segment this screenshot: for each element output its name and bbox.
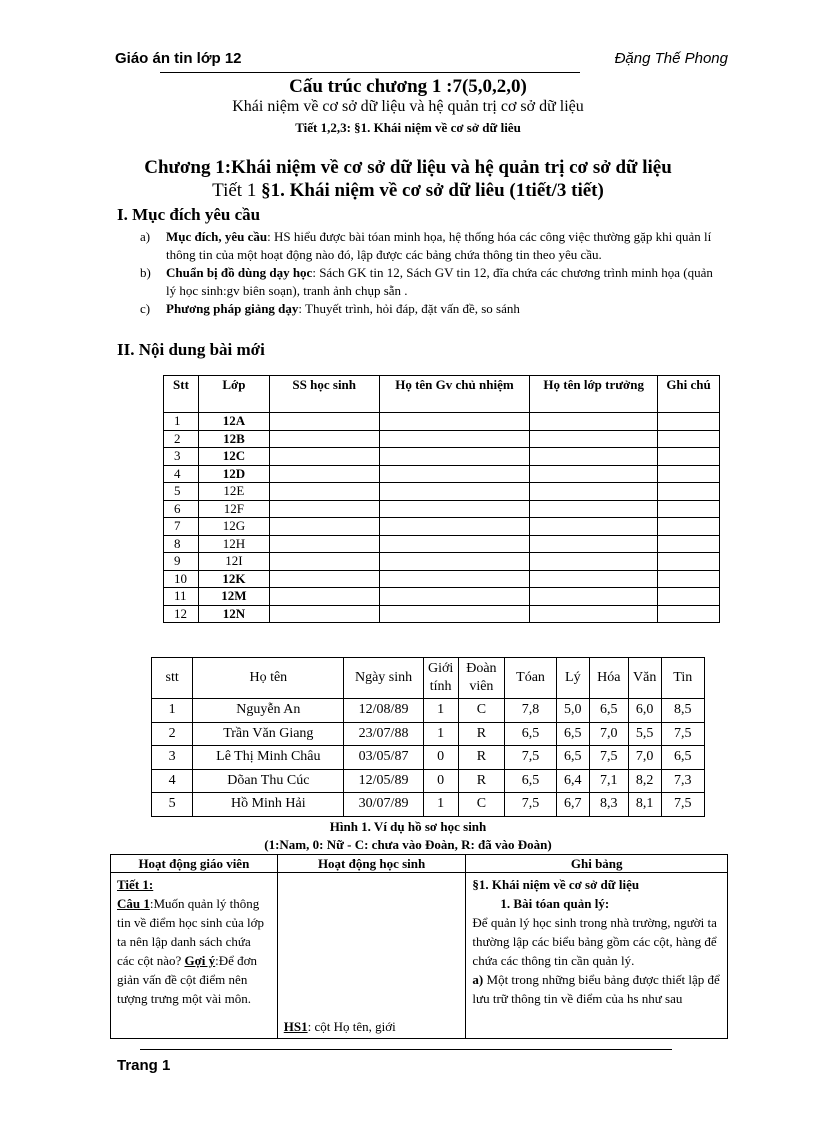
list-item — [140, 264, 716, 300]
teacher-cell — [379, 535, 530, 553]
table-header-row — [111, 855, 728, 873]
lesson-name: §1. Khái niệm về cơ sở dữ liêu (1tiết/3 tiết) — [261, 180, 604, 201]
table-cell: 6,0 — [628, 699, 661, 723]
board-item-label: a) — [472, 972, 484, 987]
class-cell: 12D — [198, 465, 269, 483]
table-cell: 7,0 — [589, 722, 628, 746]
header-author: Đặng Thế Phong — [614, 50, 728, 67]
teacher-cell — [379, 483, 530, 501]
table-cell: 1 — [423, 793, 458, 817]
column-header: Giới tính — [423, 658, 458, 699]
table-cell: 7,5 — [661, 793, 704, 817]
class-cell: 12A — [198, 413, 269, 431]
page-header — [115, 50, 728, 72]
table-cell: Lê Thị Minh Châu — [193, 746, 344, 770]
teacher-cell — [379, 413, 530, 431]
stt-cell: 5 — [164, 483, 199, 501]
table-cell: 03/05/87 — [344, 746, 423, 770]
hint-label: Gợi ý — [184, 953, 216, 968]
column-header: Ghi bảng — [466, 855, 728, 873]
stt-cell: 10 — [164, 570, 199, 588]
student-label: HS1 — [283, 1019, 308, 1034]
column-header: Họ tên — [193, 658, 344, 699]
figure-legend: (1:Nam, 0: Nữ - C: chưa vào Đoàn, R: đã vào Đoàn) — [264, 837, 552, 852]
table-row — [152, 699, 705, 723]
column-header: SS học sinh — [269, 376, 379, 413]
teacher-cell — [379, 465, 530, 483]
table-cell: 12/05/89 — [344, 769, 423, 793]
figure-caption: Hình 1. Ví dụ hồ sơ học sinh — [329, 819, 487, 834]
class-cell: 12H — [198, 535, 269, 553]
table-cell: Trần Văn Giang — [193, 722, 344, 746]
table-cell: 1 — [423, 699, 458, 723]
column-header: Lớp — [198, 376, 269, 413]
monitor-cell — [530, 483, 658, 501]
question-text: :Muốn quản lý thông tin về điểm học sinh của lớp ta nên lập danh sách chứa các cột nào? — [117, 896, 264, 968]
students-cell — [269, 500, 379, 518]
board-subtitle: 1. Bài tóan quản lý: — [500, 896, 610, 911]
table-cell: 6,7 — [556, 793, 589, 817]
section-2-title: II. Nội dung bài mới — [117, 340, 265, 359]
table-row — [152, 746, 705, 770]
column-header: Tóan — [505, 658, 557, 699]
table-row — [164, 448, 720, 466]
stt-cell: 9 — [164, 553, 199, 571]
item-text: : Thuyết trình, hỏi đáp, đặt vấn đề, so sánh — [298, 301, 520, 316]
teacher-cell — [379, 500, 530, 518]
student-text: : cột Họ tên, giới — [307, 1019, 396, 1034]
activity-table — [110, 854, 728, 1039]
table-row — [164, 500, 720, 518]
table-row — [164, 430, 720, 448]
column-header: Đoàn viên — [458, 658, 505, 699]
footer-rule — [140, 1049, 672, 1050]
table-cell: 7,5 — [505, 746, 557, 770]
lesson-title — [0, 180, 816, 202]
stt-cell: 4 — [164, 465, 199, 483]
stt-cell: 3 — [164, 448, 199, 466]
teacher-cell — [379, 605, 530, 623]
note-cell — [658, 553, 720, 571]
monitor-cell — [530, 430, 658, 448]
note-cell — [658, 570, 720, 588]
board-title: §1. Khái niệm về cơ sở dữ liệu — [472, 877, 640, 892]
note-cell — [658, 500, 720, 518]
stt-cell: 2 — [164, 430, 199, 448]
teacher-cell — [379, 518, 530, 536]
table-cell: 4 — [152, 769, 193, 793]
table-cell: 7,8 — [505, 699, 557, 723]
table-cell: 8,3 — [589, 793, 628, 817]
table-cell: 1 — [152, 699, 193, 723]
monitor-cell — [530, 570, 658, 588]
stt-cell: 11 — [164, 588, 199, 606]
item-label: Phương pháp giảng dạy — [166, 301, 299, 316]
teacher-activity-cell — [111, 873, 278, 1039]
column-header: Ghi chú — [658, 376, 720, 413]
column-header: Hóa — [589, 658, 628, 699]
board-paragraph: Để quản lý học sinh trong nhà trường, người ta thường lập các biểu bảng gồm các cột, hàng để chứa các thông tin cần quản lý. — [472, 915, 717, 968]
table-cell: 12/08/89 — [344, 699, 423, 723]
table-cell: 5,0 — [556, 699, 589, 723]
students-cell — [269, 588, 379, 606]
lesson-prefix: Tiết 1 — [212, 180, 262, 201]
monitor-cell — [530, 605, 658, 623]
table-cell: 23/07/88 — [344, 722, 423, 746]
item-text: : Sách GK tin 12, Sách GV tin 12, đĩa chứa các chương trình minh họa (quản lý học sinh:gv biên soạn), tranh ảnh chụp sẵn . — [166, 265, 713, 298]
table-row — [164, 605, 720, 623]
students-cell — [269, 465, 379, 483]
table-cell: R — [458, 769, 505, 793]
teacher-heading: Tiết 1: — [117, 877, 154, 892]
table-header-row — [152, 658, 705, 699]
table-cell: Nguyễn An — [193, 699, 344, 723]
list-marker: a) — [140, 229, 151, 244]
table-row — [164, 535, 720, 553]
column-header: Tin — [661, 658, 704, 699]
column-header: Họ tên lớp trưởng — [530, 376, 658, 413]
column-header: stt — [152, 658, 193, 699]
table-cell: 5,5 — [628, 722, 661, 746]
note-cell — [658, 430, 720, 448]
note-cell — [658, 605, 720, 623]
table-cell: 6,5 — [556, 746, 589, 770]
board-cell — [466, 873, 728, 1039]
table-cell: 7,1 — [589, 769, 628, 793]
stt-cell: 7 — [164, 518, 199, 536]
table-cell: 1 — [423, 722, 458, 746]
students-cell — [269, 535, 379, 553]
table-header-row — [164, 376, 720, 413]
table-row — [164, 465, 720, 483]
table-row — [164, 570, 720, 588]
column-header: Họ tên Gv chủ nhiệm — [379, 376, 530, 413]
student-table — [151, 657, 705, 817]
table-cell: R — [458, 722, 505, 746]
header-rule — [160, 72, 580, 73]
class-cell: 12I — [198, 553, 269, 571]
stt-cell: 1 — [164, 413, 199, 431]
table-cell: Hồ Minh Hải — [193, 793, 344, 817]
list-item — [140, 300, 716, 318]
students-cell — [269, 518, 379, 536]
teacher-cell — [379, 448, 530, 466]
teacher-cell — [379, 430, 530, 448]
table-cell: 6,5 — [661, 746, 704, 770]
stt-cell: 6 — [164, 500, 199, 518]
monitor-cell — [530, 535, 658, 553]
monitor-cell — [530, 518, 658, 536]
hint-text: :Để đơn giản vấn đề cột điểm nên tượng trưng một vài môn. — [117, 953, 258, 1006]
class-cell: 12K — [198, 570, 269, 588]
table-row — [164, 483, 720, 501]
table-cell: 6,5 — [589, 699, 628, 723]
table-cell: 7,3 — [661, 769, 704, 793]
class-cell: 12B — [198, 430, 269, 448]
students-cell — [269, 430, 379, 448]
table-row — [152, 722, 705, 746]
monitor-cell — [530, 448, 658, 466]
table-cell: Dõan Thu Cúc — [193, 769, 344, 793]
column-header: Lý — [556, 658, 589, 699]
list-marker: c) — [140, 301, 151, 316]
item-label: Chuẩn bị đồ dùng dạy học — [166, 265, 313, 280]
column-header: Hoạt động giáo viên — [111, 855, 278, 873]
note-cell — [658, 448, 720, 466]
students-cell — [269, 483, 379, 501]
column-header: Ngày sinh — [344, 658, 423, 699]
structure-subtitle: Khái niệm về cơ sở dữ liệu và hệ quản trị cơ sở dữ liệu — [232, 98, 584, 115]
table-cell: 7,0 — [628, 746, 661, 770]
column-header: Hoạt động học sinh — [277, 855, 466, 873]
note-cell — [658, 465, 720, 483]
table-cell: 6,4 — [556, 769, 589, 793]
table-cell: 8,2 — [628, 769, 661, 793]
teacher-cell — [379, 570, 530, 588]
note-cell — [658, 535, 720, 553]
table-row — [164, 518, 720, 536]
students-cell — [269, 553, 379, 571]
class-cell: 12E — [198, 483, 269, 501]
table-cell: 7,5 — [505, 793, 557, 817]
note-cell — [658, 483, 720, 501]
structure-title: Cấu trúc chương 1 :7(5,0,2,0) — [289, 76, 527, 97]
table-row — [152, 769, 705, 793]
section-1-list — [140, 228, 716, 318]
question-label: Câu 1 — [117, 896, 150, 911]
table-cell: 0 — [423, 746, 458, 770]
class-table — [163, 375, 720, 623]
column-header: Stt — [164, 376, 199, 413]
board-item-text: Một trong những biểu bảng được thiết lập để lưu trữ thông tin về điểm của hs như sau — [472, 972, 720, 1006]
section-1-title: I. Mục đích yêu cầu — [117, 205, 261, 224]
column-header: Văn — [628, 658, 661, 699]
table-cell: 2 — [152, 722, 193, 746]
table-cell: R — [458, 746, 505, 770]
table-row — [164, 553, 720, 571]
table-row — [164, 588, 720, 606]
table-cell: 6,5 — [556, 722, 589, 746]
page-number: Trang 1 — [117, 1057, 171, 1074]
students-cell — [269, 570, 379, 588]
table-cell: 3 — [152, 746, 193, 770]
table-row — [152, 793, 705, 817]
table-cell: 7,5 — [661, 722, 704, 746]
monitor-cell — [530, 588, 658, 606]
table-cell: 8,1 — [628, 793, 661, 817]
table-cell: C — [458, 699, 505, 723]
table-cell: 6,5 — [505, 722, 557, 746]
table-row — [164, 413, 720, 431]
note-cell — [658, 588, 720, 606]
table-cell: 0 — [423, 769, 458, 793]
item-label: Mục đích, yêu cầu — [166, 229, 268, 244]
table-cell: 7,5 — [589, 746, 628, 770]
students-cell — [269, 448, 379, 466]
class-cell: 12M — [198, 588, 269, 606]
table-cell: 6,5 — [505, 769, 557, 793]
monitor-cell — [530, 553, 658, 571]
chapter-title: Chương 1:Khái niệm về cơ sở dữ liệu và hệ quản trị cơ sở dữ liệu — [144, 157, 672, 178]
class-cell: 12G — [198, 518, 269, 536]
students-cell — [269, 413, 379, 431]
table-cell: 8,5 — [661, 699, 704, 723]
monitor-cell — [530, 500, 658, 518]
teacher-cell — [379, 553, 530, 571]
item-text: : HS hiểu được bài tóan minh họa, hệ thống hóa các công việc thường gặp khi quản lí thông tin của một hoạt động nào đó, lập được các bảng chứa thông tin theo yêu cầu. — [166, 229, 712, 262]
teacher-cell — [379, 588, 530, 606]
student-activity-cell — [277, 873, 466, 1039]
table-row — [111, 873, 728, 1039]
stt-cell: 12 — [164, 605, 199, 623]
list-item — [140, 228, 716, 264]
stt-cell: 8 — [164, 535, 199, 553]
table-cell: C — [458, 793, 505, 817]
lessons-line: Tiết 1,2,3: §1. Khái niệm về cơ sở dữ liêu — [295, 120, 521, 135]
monitor-cell — [530, 413, 658, 431]
table-cell: 30/07/89 — [344, 793, 423, 817]
class-cell: 12C — [198, 448, 269, 466]
header-course: Giáo án tin lớp 12 — [115, 50, 242, 67]
students-cell — [269, 605, 379, 623]
note-cell — [658, 518, 720, 536]
list-marker: b) — [140, 265, 151, 280]
monitor-cell — [530, 465, 658, 483]
table-cell: 5 — [152, 793, 193, 817]
note-cell — [658, 413, 720, 431]
class-cell: 12N — [198, 605, 269, 623]
class-cell: 12F — [198, 500, 269, 518]
